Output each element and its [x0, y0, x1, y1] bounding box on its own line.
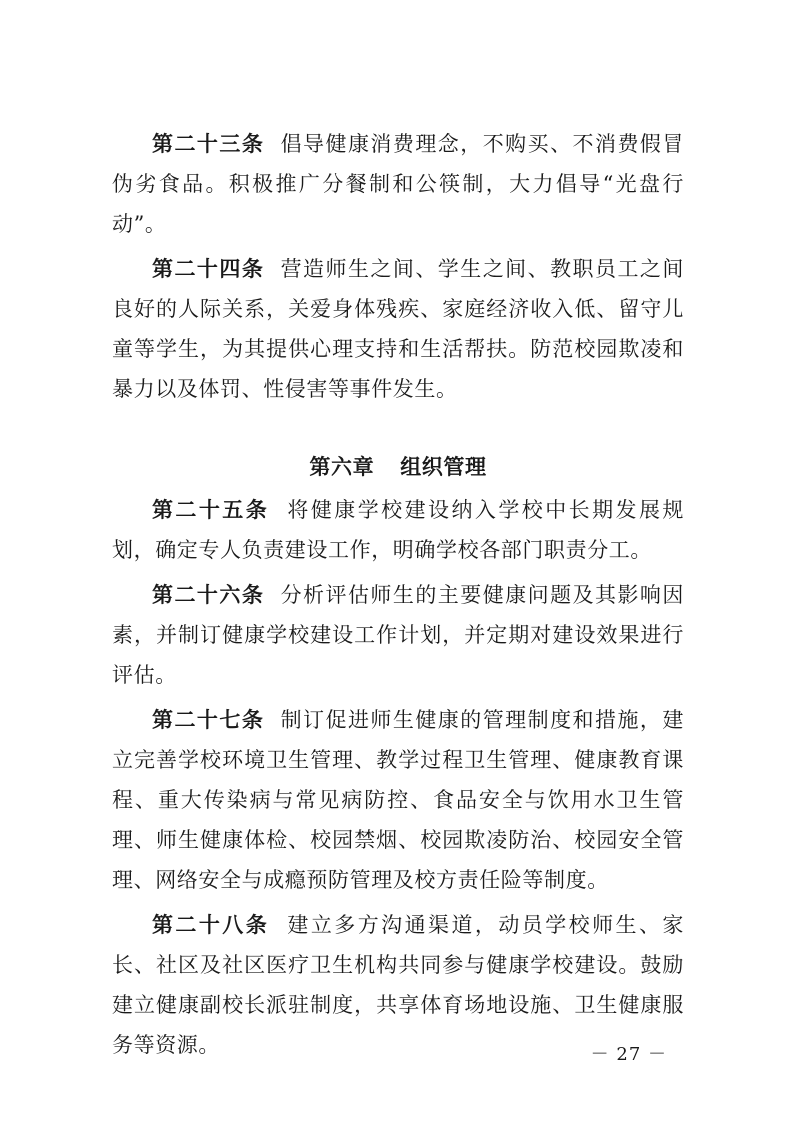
article-text: 制订促进师生健康的管理制度和措施，建立完善学校环境卫生管理、教学过程卫生管理、健康教育课程、重大传染病与常见病防控、食品安全与饮用水卫生管理、师生健康体检、校园禁烟、校园欺凌防治、校园安全管理、网络安全与成瘾预防管理及校方责任险等制度。 — [112, 708, 684, 892]
chapter-number: 第六章 — [309, 455, 375, 479]
article-text: 将健康学校建设纳入学校中长期发展规划，确定专人负责建设工作，明确学校各部门职责分工。 — [112, 498, 685, 562]
chapter-heading — [112, 447, 684, 487]
document-body — [112, 124, 684, 1070]
article-number: 第二十六条 — [152, 583, 265, 607]
article-text: 分析评估师生的主要健康问题及其影响因素，并制订健康学校建设工作计划，并定期对建设效果进行评估。 — [112, 583, 684, 687]
article-number: 第二十八条 — [152, 913, 270, 937]
chapter-title: 组织管理 — [400, 455, 487, 479]
article-number: 第二十五条 — [152, 498, 270, 522]
article-text: 倡导健康消费理念，不购买、不消费假冒伪劣食品。积极推广分餐制和公筷制，大力倡导“光盘行动”。 — [112, 132, 684, 236]
article-number: 第二十三条 — [152, 132, 265, 156]
article-26 — [112, 575, 684, 695]
article-text: 建立多方沟通渠道，动员学校师生、家长、社区及社区医疗卫生机构共同参与健康学校建设。鼓励建立健康副校长派驻制度，共享体育场地设施、卫生健康服务等资源。 — [112, 913, 685, 1057]
article-number: 第二十七条 — [152, 708, 265, 732]
article-text: 营造师生之间、学生之间、教职员工之间良好的人际关系，关爱身体残疾、家庭经济收入低、留守儿童等学生，为其提供心理支持和生活帮扶。防范校园欺凌和暴力以及体罚、性侵害等事件发生。 — [112, 257, 684, 401]
article-number: 第二十四条 — [152, 257, 265, 281]
article-27 — [112, 700, 684, 900]
article-24 — [112, 249, 684, 409]
page-number: － 27 － — [590, 1044, 667, 1065]
article-25 — [112, 490, 684, 570]
article-23 — [112, 124, 684, 244]
